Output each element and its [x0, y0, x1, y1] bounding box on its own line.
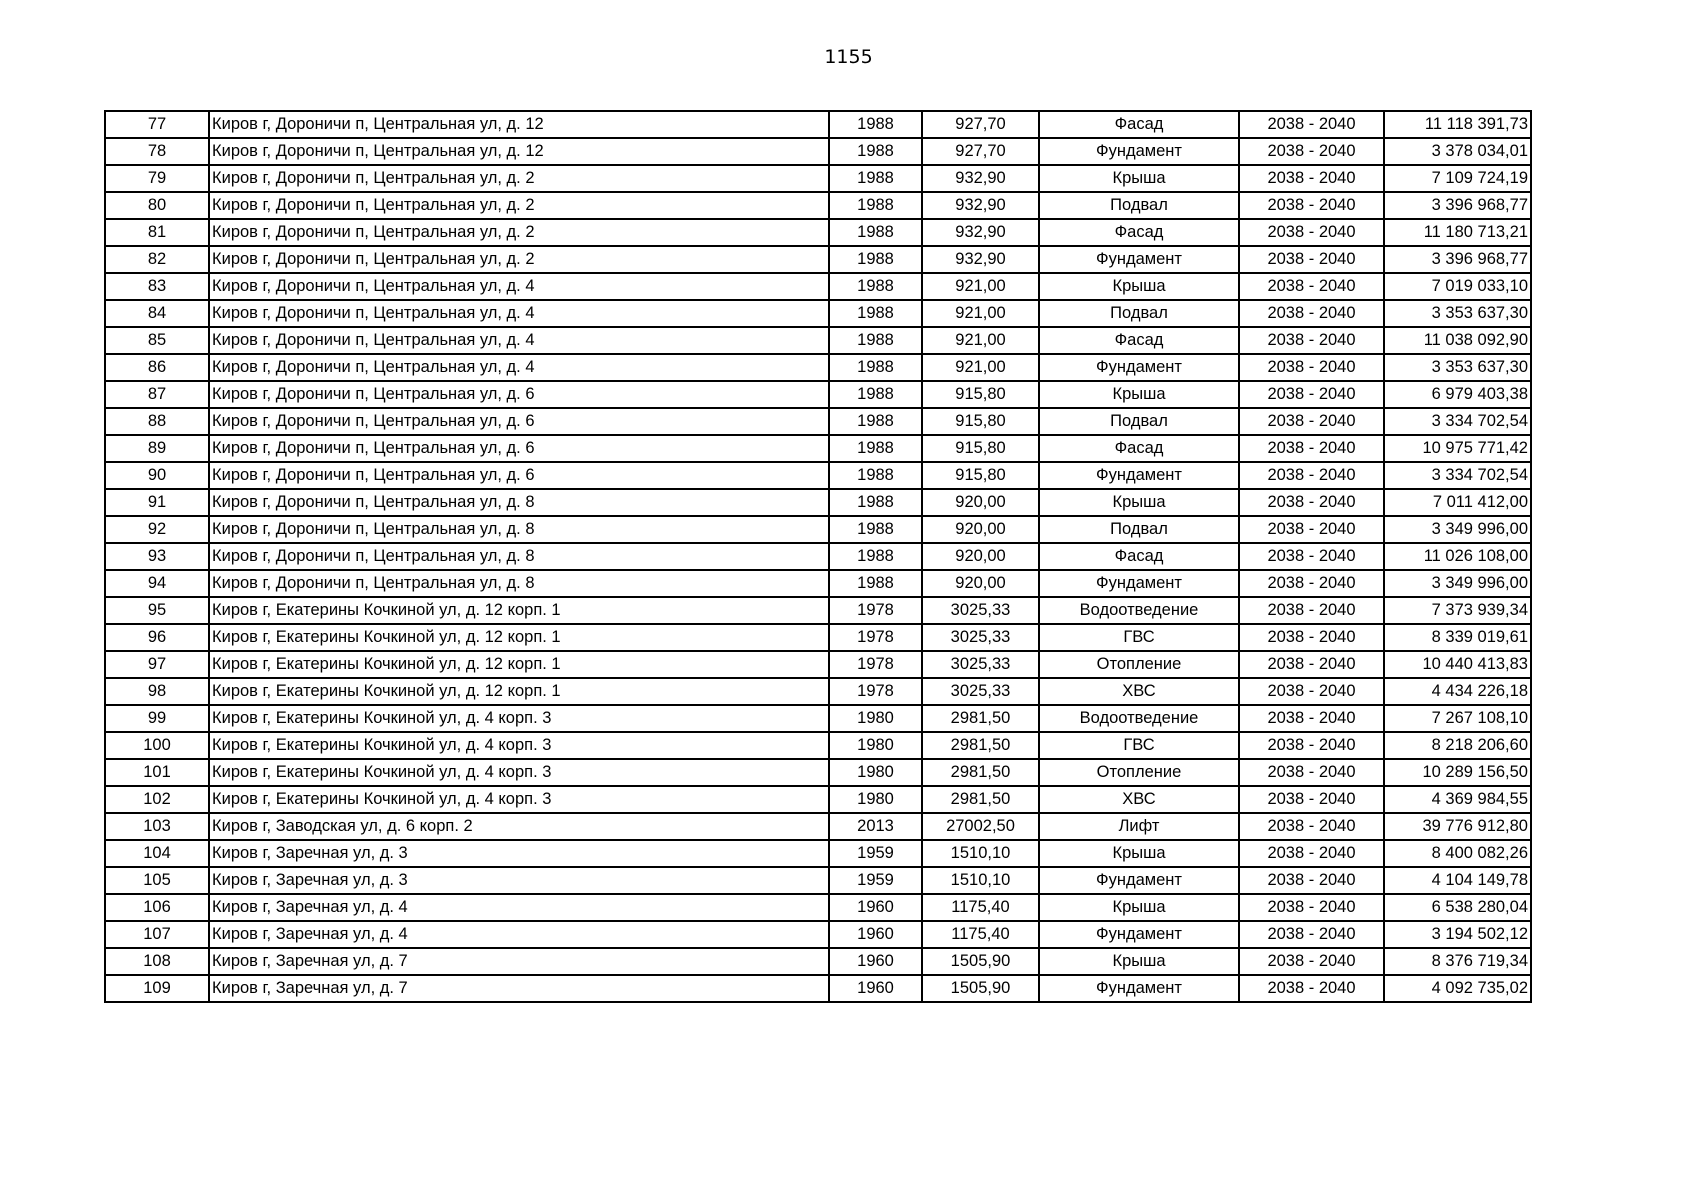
row-cost: 3 396 968,77	[1384, 192, 1531, 219]
row-cost: 8 339 019,61	[1384, 624, 1531, 651]
row-work-type: Крыша	[1039, 381, 1239, 408]
table-row	[105, 111, 1531, 138]
row-period: 2038 - 2040	[1239, 732, 1384, 759]
row-work-type: Подвал	[1039, 516, 1239, 543]
row-area: 915,80	[922, 381, 1039, 408]
row-address: Киров г, Дороничи п, Центральная ул, д. 6	[209, 408, 829, 435]
row-area: 932,90	[922, 219, 1039, 246]
row-year-built: 1960	[829, 948, 922, 975]
row-number: 95	[105, 597, 209, 624]
table-row	[105, 246, 1531, 273]
row-area: 1175,40	[922, 894, 1039, 921]
row-period: 2038 - 2040	[1239, 300, 1384, 327]
row-number: 92	[105, 516, 209, 543]
row-address: Киров г, Дороничи п, Центральная ул, д. 2	[209, 219, 829, 246]
row-area: 1505,90	[922, 948, 1039, 975]
row-year-built: 1988	[829, 543, 922, 570]
table-row	[105, 624, 1531, 651]
row-number: 83	[105, 273, 209, 300]
row-year-built: 1978	[829, 624, 922, 651]
row-work-type: Фундамент	[1039, 867, 1239, 894]
row-area: 2981,50	[922, 705, 1039, 732]
row-cost: 39 776 912,80	[1384, 813, 1531, 840]
row-address: Киров г, Екатерины Кочкиной ул, д. 12 корп. 1	[209, 678, 829, 705]
row-number: 105	[105, 867, 209, 894]
row-address: Киров г, Екатерины Кочкиной ул, д. 12 корп. 1	[209, 651, 829, 678]
row-number: 85	[105, 327, 209, 354]
row-area: 1510,10	[922, 840, 1039, 867]
table-row	[105, 813, 1531, 840]
row-number: 77	[105, 111, 209, 138]
row-address: Киров г, Заводская ул, д. 6 корп. 2	[209, 813, 829, 840]
row-area: 3025,33	[922, 678, 1039, 705]
row-year-built: 1988	[829, 111, 922, 138]
row-area: 920,00	[922, 570, 1039, 597]
row-cost: 10 975 771,42	[1384, 435, 1531, 462]
row-period: 2038 - 2040	[1239, 381, 1384, 408]
row-address: Киров г, Дороничи п, Центральная ул, д. 12	[209, 111, 829, 138]
table-row	[105, 354, 1531, 381]
row-year-built: 1980	[829, 705, 922, 732]
row-work-type: Крыша	[1039, 948, 1239, 975]
table-row	[105, 651, 1531, 678]
repair-register-table	[104, 110, 1532, 1003]
row-address: Киров г, Дороничи п, Центральная ул, д. 6	[209, 462, 829, 489]
row-year-built: 1978	[829, 678, 922, 705]
row-cost: 11 026 108,00	[1384, 543, 1531, 570]
row-number: 86	[105, 354, 209, 381]
row-year-built: 2013	[829, 813, 922, 840]
row-area: 920,00	[922, 543, 1039, 570]
table-row	[105, 786, 1531, 813]
row-period: 2038 - 2040	[1239, 516, 1384, 543]
row-year-built: 1988	[829, 462, 922, 489]
row-number: 88	[105, 408, 209, 435]
row-number: 96	[105, 624, 209, 651]
row-period: 2038 - 2040	[1239, 273, 1384, 300]
row-cost: 4 092 735,02	[1384, 975, 1531, 1002]
row-address: Киров г, Дороничи п, Центральная ул, д. 6	[209, 435, 829, 462]
row-address: Киров г, Екатерины Кочкиной ул, д. 4 корп. 3	[209, 732, 829, 759]
row-cost: 4 369 984,55	[1384, 786, 1531, 813]
row-area: 932,90	[922, 246, 1039, 273]
row-work-type: Подвал	[1039, 192, 1239, 219]
row-period: 2038 - 2040	[1239, 111, 1384, 138]
row-year-built: 1988	[829, 570, 922, 597]
table-row	[105, 570, 1531, 597]
row-year-built: 1988	[829, 273, 922, 300]
row-year-built: 1978	[829, 597, 922, 624]
row-number: 80	[105, 192, 209, 219]
row-work-type: Фундамент	[1039, 246, 1239, 273]
row-year-built: 1988	[829, 516, 922, 543]
row-work-type: Фундамент	[1039, 138, 1239, 165]
table-row	[105, 732, 1531, 759]
row-address: Киров г, Дороничи п, Центральная ул, д. 6	[209, 381, 829, 408]
row-number: 78	[105, 138, 209, 165]
table-row	[105, 597, 1531, 624]
table-row	[105, 975, 1531, 1002]
row-address: Киров г, Дороничи п, Центральная ул, д. 4	[209, 300, 829, 327]
row-work-type: ХВС	[1039, 678, 1239, 705]
table-row	[105, 840, 1531, 867]
row-work-type: ГВС	[1039, 732, 1239, 759]
row-year-built: 1988	[829, 381, 922, 408]
row-area: 915,80	[922, 408, 1039, 435]
row-work-type: Крыша	[1039, 489, 1239, 516]
row-work-type: ХВС	[1039, 786, 1239, 813]
row-period: 2038 - 2040	[1239, 759, 1384, 786]
row-area: 927,70	[922, 138, 1039, 165]
row-area: 921,00	[922, 354, 1039, 381]
row-number: 100	[105, 732, 209, 759]
row-cost: 8 218 206,60	[1384, 732, 1531, 759]
row-year-built: 1988	[829, 246, 922, 273]
row-period: 2038 - 2040	[1239, 705, 1384, 732]
row-period: 2038 - 2040	[1239, 327, 1384, 354]
row-number: 81	[105, 219, 209, 246]
row-period: 2038 - 2040	[1239, 354, 1384, 381]
row-work-type: Фасад	[1039, 435, 1239, 462]
row-number: 94	[105, 570, 209, 597]
row-number: 106	[105, 894, 209, 921]
row-area: 1510,10	[922, 867, 1039, 894]
row-year-built: 1980	[829, 759, 922, 786]
row-number: 109	[105, 975, 209, 1002]
row-address: Киров г, Екатерины Кочкиной ул, д. 12 корп. 1	[209, 597, 829, 624]
row-period: 2038 - 2040	[1239, 975, 1384, 1002]
row-year-built: 1988	[829, 300, 922, 327]
row-area: 1175,40	[922, 921, 1039, 948]
row-work-type: Отопление	[1039, 759, 1239, 786]
row-work-type: Крыша	[1039, 273, 1239, 300]
row-cost: 3 353 637,30	[1384, 354, 1531, 381]
row-year-built: 1959	[829, 840, 922, 867]
row-cost: 7 373 939,34	[1384, 597, 1531, 624]
row-address: Киров г, Дороничи п, Центральная ул, д. 2	[209, 246, 829, 273]
row-number: 87	[105, 381, 209, 408]
row-number: 91	[105, 489, 209, 516]
row-area: 921,00	[922, 300, 1039, 327]
table-row	[105, 273, 1531, 300]
row-work-type: Лифт	[1039, 813, 1239, 840]
row-number: 98	[105, 678, 209, 705]
row-area: 27002,50	[922, 813, 1039, 840]
table-row	[105, 705, 1531, 732]
row-work-type: Фасад	[1039, 219, 1239, 246]
row-number: 93	[105, 543, 209, 570]
row-work-type: Крыша	[1039, 840, 1239, 867]
row-period: 2038 - 2040	[1239, 246, 1384, 273]
row-work-type: Фасад	[1039, 327, 1239, 354]
row-work-type: Подвал	[1039, 408, 1239, 435]
row-cost: 4 434 226,18	[1384, 678, 1531, 705]
row-number: 99	[105, 705, 209, 732]
row-period: 2038 - 2040	[1239, 786, 1384, 813]
table-row	[105, 462, 1531, 489]
row-cost: 7 109 724,19	[1384, 165, 1531, 192]
row-period: 2038 - 2040	[1239, 597, 1384, 624]
row-year-built: 1960	[829, 894, 922, 921]
row-area: 2981,50	[922, 759, 1039, 786]
row-period: 2038 - 2040	[1239, 867, 1384, 894]
row-cost: 3 378 034,01	[1384, 138, 1531, 165]
row-number: 104	[105, 840, 209, 867]
row-address: Киров г, Екатерины Кочкиной ул, д. 4 корп. 3	[209, 705, 829, 732]
table-row	[105, 435, 1531, 462]
row-year-built: 1988	[829, 327, 922, 354]
row-area: 921,00	[922, 327, 1039, 354]
row-work-type: Фундамент	[1039, 462, 1239, 489]
row-work-type: ГВС	[1039, 624, 1239, 651]
row-number: 101	[105, 759, 209, 786]
row-address: Киров г, Екатерины Кочкиной ул, д. 12 корп. 1	[209, 624, 829, 651]
row-period: 2038 - 2040	[1239, 543, 1384, 570]
row-area: 920,00	[922, 516, 1039, 543]
row-cost: 7 019 033,10	[1384, 273, 1531, 300]
row-cost: 11 038 092,90	[1384, 327, 1531, 354]
row-address: Киров г, Дороничи п, Центральная ул, д. 2	[209, 192, 829, 219]
row-period: 2038 - 2040	[1239, 624, 1384, 651]
row-cost: 7 011 412,00	[1384, 489, 1531, 516]
row-work-type: Водоотведение	[1039, 705, 1239, 732]
table-row	[105, 192, 1531, 219]
row-area: 927,70	[922, 111, 1039, 138]
row-cost: 8 376 719,34	[1384, 948, 1531, 975]
row-cost: 8 400 082,26	[1384, 840, 1531, 867]
row-work-type: Фасад	[1039, 543, 1239, 570]
row-number: 107	[105, 921, 209, 948]
row-period: 2038 - 2040	[1239, 489, 1384, 516]
row-work-type: Крыша	[1039, 894, 1239, 921]
row-work-type: Фасад	[1039, 111, 1239, 138]
table-row	[105, 219, 1531, 246]
row-year-built: 1959	[829, 867, 922, 894]
row-address: Киров г, Заречная ул, д. 4	[209, 894, 829, 921]
row-number: 90	[105, 462, 209, 489]
row-cost: 6 979 403,38	[1384, 381, 1531, 408]
row-cost: 3 349 996,00	[1384, 516, 1531, 543]
row-period: 2038 - 2040	[1239, 894, 1384, 921]
row-year-built: 1980	[829, 786, 922, 813]
row-cost: 7 267 108,10	[1384, 705, 1531, 732]
row-address: Киров г, Екатерины Кочкиной ул, д. 4 корп. 3	[209, 759, 829, 786]
row-cost: 3 194 502,12	[1384, 921, 1531, 948]
row-period: 2038 - 2040	[1239, 165, 1384, 192]
row-period: 2038 - 2040	[1239, 570, 1384, 597]
row-period: 2038 - 2040	[1239, 408, 1384, 435]
row-period: 2038 - 2040	[1239, 192, 1384, 219]
row-area: 2981,50	[922, 732, 1039, 759]
row-period: 2038 - 2040	[1239, 435, 1384, 462]
row-cost: 3 353 637,30	[1384, 300, 1531, 327]
row-work-type: Фундамент	[1039, 354, 1239, 381]
row-year-built: 1988	[829, 192, 922, 219]
row-area: 932,90	[922, 192, 1039, 219]
table-body	[105, 111, 1531, 1002]
table-row	[105, 408, 1531, 435]
row-address: Киров г, Заречная ул, д. 7	[209, 948, 829, 975]
table-row	[105, 867, 1531, 894]
row-work-type: Крыша	[1039, 165, 1239, 192]
row-address: Киров г, Екатерины Кочкиной ул, д. 4 корп. 3	[209, 786, 829, 813]
row-cost: 4 104 149,78	[1384, 867, 1531, 894]
row-year-built: 1960	[829, 975, 922, 1002]
row-address: Киров г, Заречная ул, д. 3	[209, 840, 829, 867]
row-area: 1505,90	[922, 975, 1039, 1002]
row-address: Киров г, Дороничи п, Центральная ул, д. 8	[209, 570, 829, 597]
row-year-built: 1980	[829, 732, 922, 759]
row-period: 2038 - 2040	[1239, 948, 1384, 975]
row-period: 2038 - 2040	[1239, 138, 1384, 165]
row-year-built: 1988	[829, 138, 922, 165]
row-address: Киров г, Дороничи п, Центральная ул, д. 8	[209, 543, 829, 570]
row-period: 2038 - 2040	[1239, 921, 1384, 948]
row-area: 932,90	[922, 165, 1039, 192]
table-row	[105, 165, 1531, 192]
row-area: 915,80	[922, 462, 1039, 489]
row-number: 89	[105, 435, 209, 462]
row-cost: 11 180 713,21	[1384, 219, 1531, 246]
row-number: 82	[105, 246, 209, 273]
row-year-built: 1988	[829, 408, 922, 435]
row-cost: 3 334 702,54	[1384, 462, 1531, 489]
row-cost: 3 349 996,00	[1384, 570, 1531, 597]
row-work-type: Водоотведение	[1039, 597, 1239, 624]
table-row	[105, 948, 1531, 975]
row-period: 2038 - 2040	[1239, 462, 1384, 489]
row-work-type: Фундамент	[1039, 921, 1239, 948]
row-cost: 10 289 156,50	[1384, 759, 1531, 786]
table-row	[105, 381, 1531, 408]
row-address: Киров г, Дороничи п, Центральная ул, д. 8	[209, 516, 829, 543]
row-address: Киров г, Дороничи п, Центральная ул, д. 4	[209, 327, 829, 354]
row-year-built: 1988	[829, 354, 922, 381]
table-row	[105, 921, 1531, 948]
row-area: 921,00	[922, 273, 1039, 300]
row-cost: 6 538 280,04	[1384, 894, 1531, 921]
row-address: Киров г, Заречная ул, д. 4	[209, 921, 829, 948]
row-work-type: Отопление	[1039, 651, 1239, 678]
table-row	[105, 894, 1531, 921]
row-area: 3025,33	[922, 597, 1039, 624]
row-year-built: 1988	[829, 489, 922, 516]
row-address: Киров г, Заречная ул, д. 7	[209, 975, 829, 1002]
row-period: 2038 - 2040	[1239, 840, 1384, 867]
row-address: Киров г, Дороничи п, Центральная ул, д. 4	[209, 273, 829, 300]
page-number: 1155	[824, 46, 873, 68]
table-row	[105, 300, 1531, 327]
row-year-built: 1978	[829, 651, 922, 678]
table-row	[105, 327, 1531, 354]
row-period: 2038 - 2040	[1239, 813, 1384, 840]
row-number: 108	[105, 948, 209, 975]
row-area: 3025,33	[922, 651, 1039, 678]
row-number: 103	[105, 813, 209, 840]
row-number: 84	[105, 300, 209, 327]
row-work-type: Фундамент	[1039, 975, 1239, 1002]
row-area: 3025,33	[922, 624, 1039, 651]
table-row	[105, 543, 1531, 570]
table-row	[105, 678, 1531, 705]
row-period: 2038 - 2040	[1239, 678, 1384, 705]
row-year-built: 1988	[829, 219, 922, 246]
row-work-type: Подвал	[1039, 300, 1239, 327]
row-cost: 11 118 391,73	[1384, 111, 1531, 138]
row-cost: 3 334 702,54	[1384, 408, 1531, 435]
row-period: 2038 - 2040	[1239, 219, 1384, 246]
table-row	[105, 489, 1531, 516]
row-number: 79	[105, 165, 209, 192]
table-row	[105, 759, 1531, 786]
row-address: Киров г, Заречная ул, д. 3	[209, 867, 829, 894]
row-cost: 3 396 968,77	[1384, 246, 1531, 273]
table-row	[105, 138, 1531, 165]
row-address: Киров г, Дороничи п, Центральная ул, д. 8	[209, 489, 829, 516]
row-address: Киров г, Дороничи п, Центральная ул, д. 12	[209, 138, 829, 165]
row-number: 102	[105, 786, 209, 813]
row-address: Киров г, Дороничи п, Центральная ул, д. 4	[209, 354, 829, 381]
row-year-built: 1960	[829, 921, 922, 948]
row-work-type: Фундамент	[1039, 570, 1239, 597]
row-year-built: 1988	[829, 435, 922, 462]
row-area: 920,00	[922, 489, 1039, 516]
row-address: Киров г, Дороничи п, Центральная ул, д. 2	[209, 165, 829, 192]
row-cost: 10 440 413,83	[1384, 651, 1531, 678]
row-year-built: 1988	[829, 165, 922, 192]
row-area: 2981,50	[922, 786, 1039, 813]
row-period: 2038 - 2040	[1239, 651, 1384, 678]
row-area: 915,80	[922, 435, 1039, 462]
row-number: 97	[105, 651, 209, 678]
table-row	[105, 516, 1531, 543]
